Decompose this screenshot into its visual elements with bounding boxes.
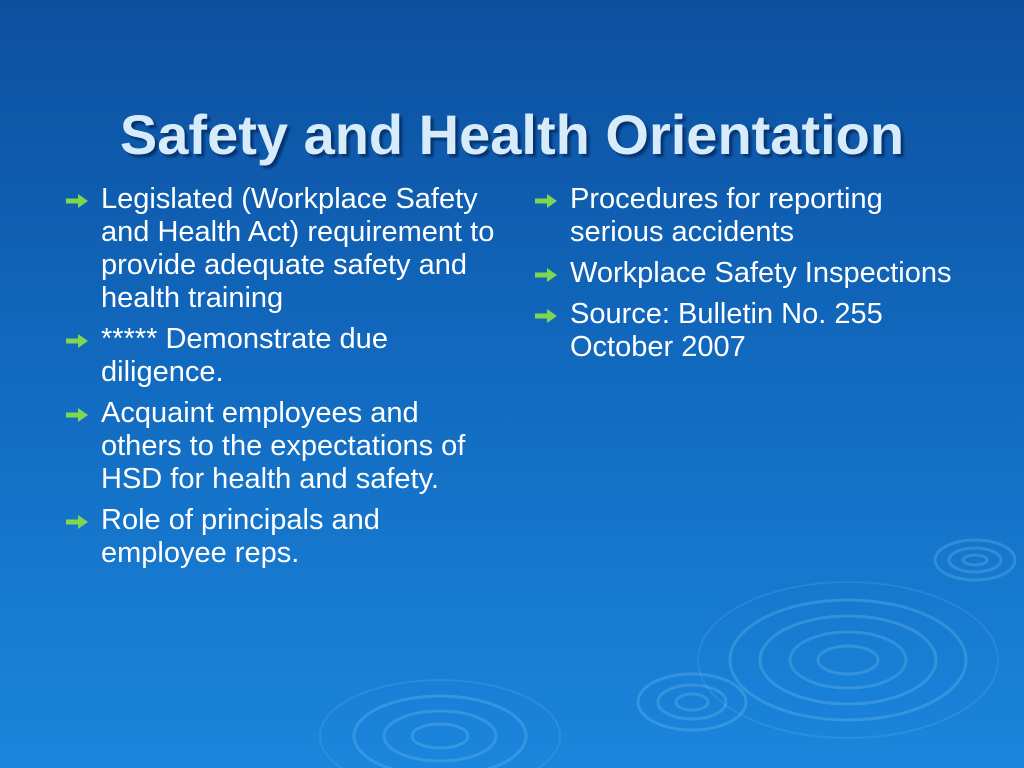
- bullet-text: Role of principals and employee reps.: [101, 504, 380, 569]
- list-item: [533, 257, 973, 290]
- list-item: [64, 504, 504, 570]
- arrow-right-icon: [64, 192, 90, 210]
- list-item: [64, 183, 504, 315]
- arrow-right-icon: [533, 307, 559, 325]
- bullet-text: Acquaint employees and others to the expectations of HSD for health and safety.: [101, 397, 466, 495]
- list-item: [64, 323, 504, 389]
- arrow-right-icon: [64, 332, 90, 350]
- bullet-text: Procedures for reporting serious accidents: [570, 183, 883, 248]
- bullet-text: ***** Demonstrate due diligence.: [101, 323, 388, 388]
- bullet-text: Legislated (Workplace Safety and Health Act) requirement to provide adequate safety and health training: [101, 183, 495, 314]
- list-item: [533, 183, 973, 249]
- slide-title: Safety and Health Orientation: [119, 102, 905, 166]
- bullet-text: Source: Bulletin No. 255 October 2007: [570, 298, 883, 363]
- right-bullet-list: [533, 183, 973, 372]
- list-item: [64, 397, 504, 496]
- arrow-right-icon: [64, 406, 90, 424]
- left-bullet-list: [64, 183, 504, 578]
- list-item: [533, 298, 973, 364]
- bullet-text: Workplace Safety Inspections: [570, 257, 952, 289]
- arrow-right-icon: [533, 192, 559, 210]
- arrow-right-icon: [64, 513, 90, 531]
- arrow-right-icon: [533, 266, 559, 284]
